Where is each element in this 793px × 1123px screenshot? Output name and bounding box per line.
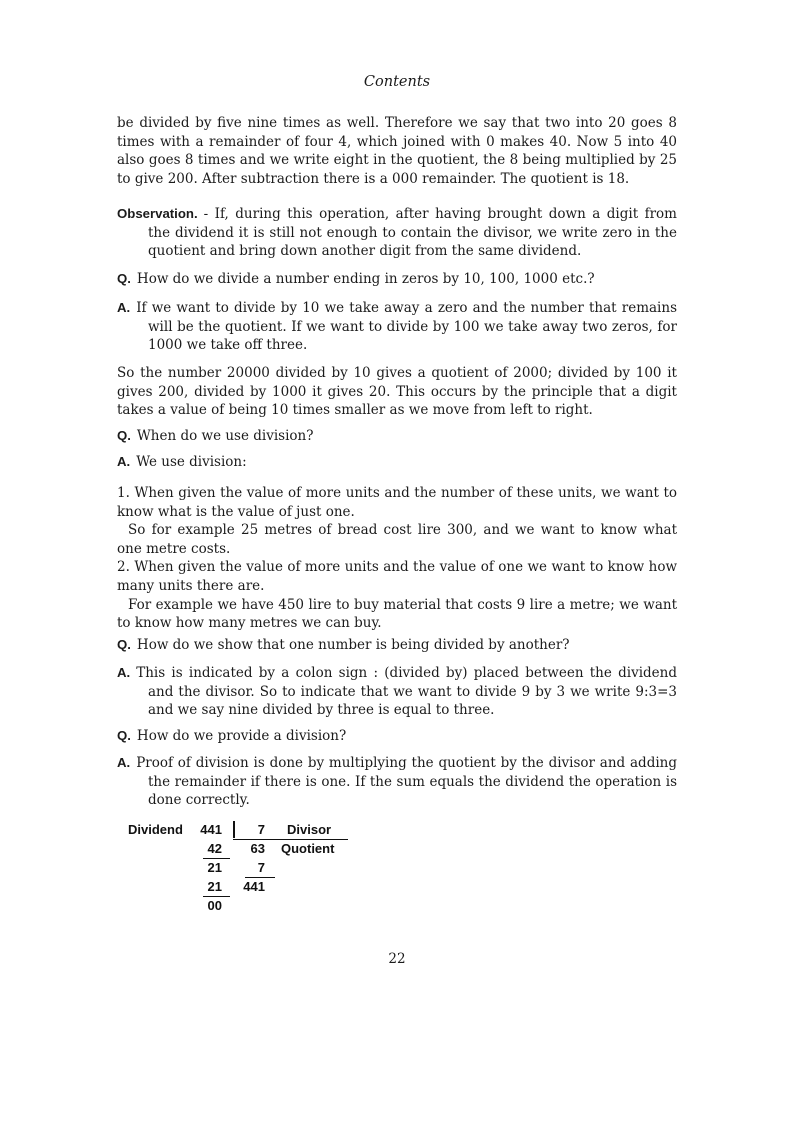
question-label: Q. <box>117 637 131 652</box>
dividend-value: 441 <box>200 822 222 837</box>
partial-product-1: 42 <box>207 841 222 856</box>
answer-text: We use division: <box>136 454 247 470</box>
paragraph-division-example: be divided by five nine times as well. Therefore we say that two into 20 goes 8 times with a remainder of four 4, which joined with 0 makes 40. Now 5 into 40 also goes 8 times and we write eight in the quotient, the 8 being multiplied by 25 to give 200. After subtraction there is a 000 remainder. The quotient is 18. <box>117 115 677 187</box>
observation-paragraph <box>117 205 677 261</box>
observation-text: - If, during this operation, after having brought down a digit from the dividend it is still not enough to contain the divisor, we write zero in the quotient and bring down another digit from the same dividend. <box>148 206 677 260</box>
answer-text: This is indicated by a colon sign : (divided by) placed between the dividend and the divisor. So to indicate that we want to divide 9 by 3 we write 9:3=3 and we say nine divided by three is equal to three. <box>136 665 677 719</box>
subtraction-rule-1 <box>203 858 230 860</box>
answer-text: Proof of division is done by multiplying the quotient by the divisor and adding the remainder if there is one. If the sum equals the dividend the operation is done correctly. <box>136 755 677 809</box>
page-number: 22 <box>388 951 406 967</box>
subtraction-rule-2 <box>203 896 230 898</box>
quotient-value: 63 <box>250 841 265 856</box>
long-division-diagram <box>117 819 407 914</box>
proof-product: 441 <box>243 879 265 894</box>
question-text: How do we provide a division? <box>136 728 347 744</box>
question-text: How do we divide a number ending in zeros by 10, 100, 1000 etc.? <box>136 271 595 287</box>
answer-label: A. <box>117 665 131 680</box>
answer-label: A. <box>117 300 131 315</box>
proof-multiplication-rule <box>245 877 275 879</box>
use-case-2-example: For example we have 450 lire to buy material that costs 9 lire a metre; we want to know how many metres we can buy. <box>117 596 677 632</box>
question-label: Q. <box>117 271 131 286</box>
divisor-underline <box>233 839 348 841</box>
use-case-1-example: So for example 25 metres of bread cost lire 300, and we want to know what one metre costs. <box>117 522 677 557</box>
divisor-label: Divisor <box>287 822 332 837</box>
question-label: Q. <box>117 428 131 443</box>
proof-multiplier: 7 <box>257 860 265 875</box>
question-prove-division <box>117 727 677 746</box>
answer-divide-by-zeros <box>117 299 677 355</box>
question-when-use-division <box>117 427 677 446</box>
answer-when-use-division <box>117 453 677 472</box>
final-remainder: 00 <box>207 898 222 913</box>
use-case-2: 2. When given the value of more units and the value of one we want to know how many units there are. <box>117 559 677 594</box>
division-vertical-bar <box>233 821 235 838</box>
question-divide-by-zeros <box>117 270 677 289</box>
answer-prove-division <box>117 754 677 810</box>
question-text: How do we show that one number is being divided by another? <box>136 637 570 653</box>
divisor-value: 7 <box>257 822 265 837</box>
paragraph-20000-example: So the number 20000 divided by 10 gives a quotient of 2000; divided by 100 it gives 200, divided by 1000 it gives 20. This occurs by the principle that a digit takes a value of being 10 times smaller as we move from left to right. <box>117 365 677 419</box>
remainder-1: 21 <box>207 860 222 875</box>
dividend-label: Dividend <box>128 822 183 837</box>
question-text: When do we use division? <box>136 428 314 444</box>
answer-label: A. <box>117 755 131 770</box>
answer-label: A. <box>117 454 131 469</box>
division-use-cases <box>117 484 677 633</box>
running-header: Contents <box>363 74 431 90</box>
quotient-label: Quotient <box>281 841 335 856</box>
answer-text: If we want to divide by 10 we take away a zero and the number that remains will be the quotient. If we want to divide by 100 we take away two zeros, for 1000 we take off three. <box>136 300 677 354</box>
use-case-1: 1. When given the value of more units and the number of these units, we want to know what is the value of just one. <box>117 485 677 520</box>
question-show-division <box>117 636 677 655</box>
observation-label: Observation. <box>117 206 198 221</box>
answer-show-division <box>117 664 677 720</box>
question-label: Q. <box>117 728 131 743</box>
partial-product-2: 21 <box>207 879 222 894</box>
